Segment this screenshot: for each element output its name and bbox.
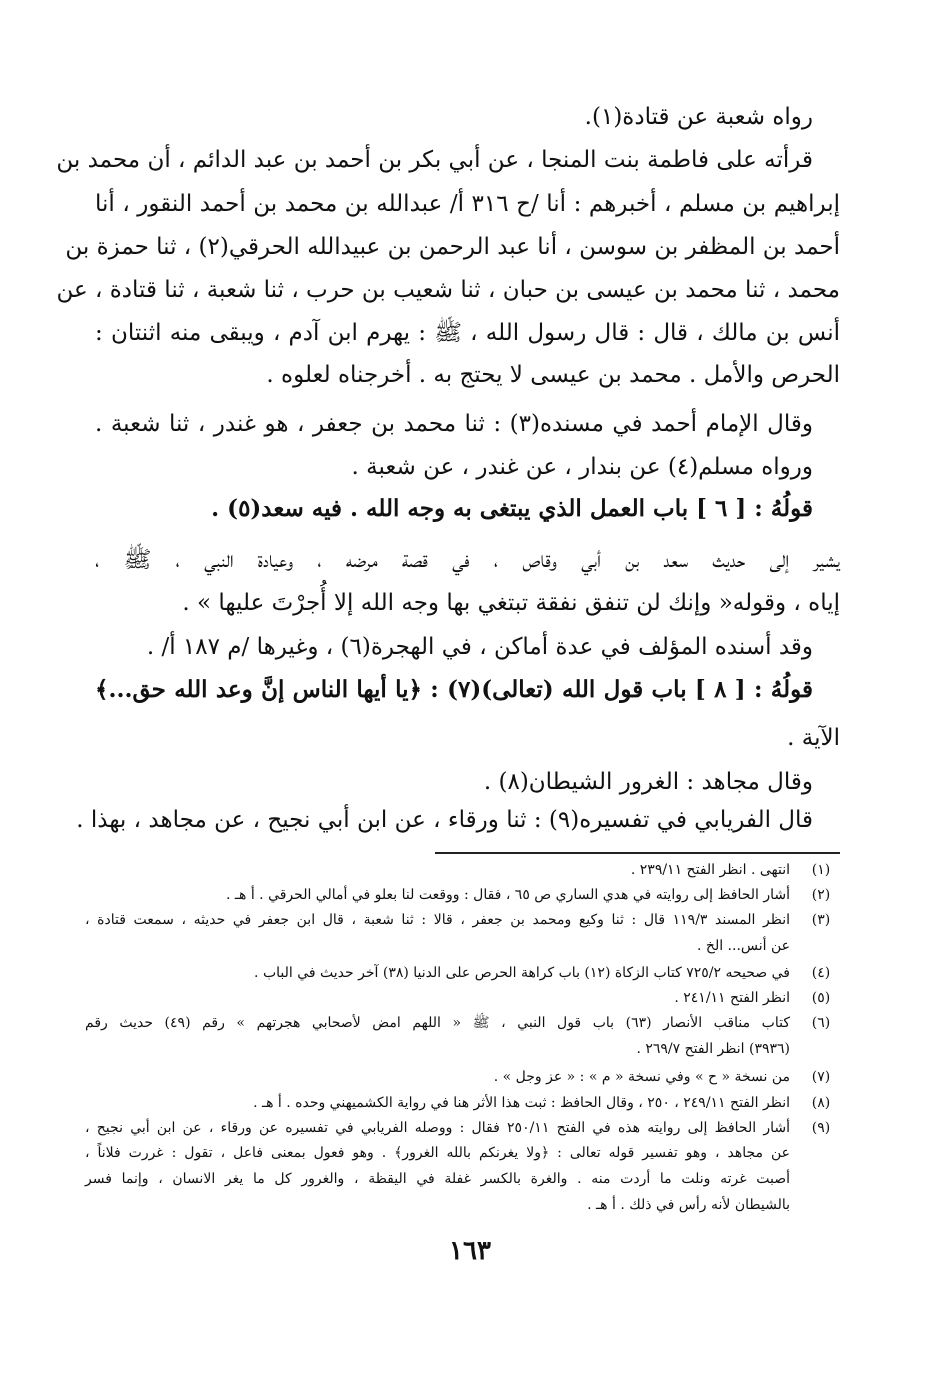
footnote-text: (٣٩٣٦) انظر الفتح ٢٦٩/٧ . <box>636 1041 790 1057</box>
footnote-number: (٤) <box>811 965 831 981</box>
footnote-text: انظر الفتح ٢٤٩/١١ ، ٢٥٠ ، وقال الحافظ : ثبت هذا الأثر هنا في رواية الكشميهني وحده . أ هـ . <box>253 1095 790 1111</box>
footnote-number: (٧) <box>811 1069 831 1085</box>
text-line: محمد ، ثنا محمد بن عيسى بن حبان ، ثنا شعيب بن حرب ، ثنا شعبة ، ثنا قتادة ، عن <box>56 277 840 303</box>
footnote-text: عن أنس... الخ . <box>697 938 790 954</box>
text-line: قال الفريابي في تفسيره(٩) : ثنا ورقاء ، عن ابن أبي نجيح ، عن مجاهد ، بهذا . <box>76 807 813 833</box>
footnote-number: (٥) <box>811 990 831 1006</box>
text-line: أحمد بن المظفر بن سوسن ، أنا عبد الرحمن بن عبيدالله الحرقي(٢) ، ثنا حمزة بن <box>65 234 840 260</box>
text-line: الحرص والأمل . محمد بن عيسى لا يحتج به . أخرجناه لعلوه . <box>266 362 840 388</box>
text-line: وقال مجاهد : الغرور الشيطان(٨) . <box>483 769 813 795</box>
footnote-text: انتهى . انظر الفتح ٢٣٩/١١ . <box>630 862 790 878</box>
text-line: وقد أسنده المؤلف في عدة أماكن ، في الهجرة(٦) ، وغيرها /م ١٨٧ أ/ . <box>146 634 813 660</box>
footnote-text: أشار الحافظ إلى روايته هذه في الفتح ٢٥٠/١١ فقال : ووصله الفريابي في تفسيره عن ورقاء ، عن ابن أبي نجيح ، <box>85 1120 790 1136</box>
section-heading: قولُهُ : [ ٦ ] باب العمل الذي يبتغى به وجه الله . فيه سعد(٥) . <box>211 495 813 522</box>
footnote-text: بالشيطان لأنه رأس في ذلك . أ هـ . <box>587 1197 790 1213</box>
page-number: ١٦٣ <box>449 1236 491 1266</box>
footnote-divider <box>435 852 840 854</box>
footnote-number: (٨) <box>811 1095 831 1111</box>
footnote-number: (٩) <box>811 1120 831 1136</box>
footnote-text: انظر المسند ١١٩/٣ قال : ثنا وكيع ومحمد بن جعفر ، قالا : ثنا شعبة ، قال ابن جعفر في حديثه ، سمعت قتادة ، <box>85 912 790 928</box>
footnote-number: (٦) <box>811 1015 831 1031</box>
text-line: إياه ، وقوله« وإنك لن تنفق نفقة تبتغي بها وجه الله إلا أُجرْتَ عليها » . <box>182 590 840 616</box>
footnote-text: انظر الفتح ٢٤١/١١ . <box>674 990 790 1006</box>
footnote-number: (٣) <box>811 912 831 928</box>
footnote-number: (١) <box>811 862 831 878</box>
text-line: قرأته على فاطمة بنت المنجا ، عن أبي بكر بن أحمد بن عبد الدائم ، أن محمد بن <box>56 147 813 173</box>
section-heading: قولُهُ : [ ٨ ] باب قول الله (تعالى)(٧) : ﴿يا أيها الناس إنَّ وعد الله حق...﴾ <box>95 676 813 703</box>
footnote-text: من نسخة « ح » وفي نسخة « م » : « عز وجل » . <box>493 1069 790 1085</box>
footnote-text: أشار الحافظ إلى روايته في هدي الساري ص ٦٥ ، فقال : ووقعت لنا بعلو في أمالي الحرقي . أ هـ . <box>226 887 790 903</box>
footnote-text: أصبت غرته ونلت ما أردت منه . والغرة بالكسر غفلة في اليقظة ، والغرور كل ما يغر الانسان ، وإنما فسر <box>85 1171 790 1187</box>
text-line: رواه شعبة عن قتادة(١). <box>584 104 813 130</box>
text-line: وقال الإمام أحمد في مسنده(٣) : ثنا محمد بن جعفر ، هو غندر ، ثنا شعبة . <box>95 411 813 437</box>
footnote-number: (٢) <box>811 887 831 903</box>
text-line: أنس بن مالك ، قال : قال رسول الله ، ﷺ : يهرم ابن آدم ، ويبقى منه اثنتان : <box>95 320 840 346</box>
text-line: ورواه مسلم(٤) عن بندار ، عن غندر ، عن شعبة . <box>351 454 813 480</box>
footnote-text: في صحيحه ٧٢٥/٢ كتاب الزكاة (١٢) باب كراهة الحرص على الدنيا (٣٨) آخر حديث في الباب . <box>254 965 790 981</box>
text-line: الآية . <box>787 725 840 751</box>
footnote-text: عن مجاهد ، وهو تفسير قوله تعالى : ﴿ولا يغرنكم بالله الغرور﴾ . وهو فعول بمعنى فاعل ، تقول : غررت فلاناً ، <box>85 1145 790 1161</box>
footnote-text: كتاب مناقب الأنصار (٦٣) باب قول النبي ، ﷺ « اللهم امض لأصحابي هجرتهم » رقم (٤٩) حديث رقم <box>85 1015 790 1031</box>
text-line: إبراهيم بن مسلم ، أخبرهم : أنا /ح ٣١٦ أ/ عبدالله بن محمد بن أحمد النقور ، أنا <box>95 191 840 217</box>
text-line: يشير إلى حديث سعد بن أبي وقاص ، في قصة مرضه ، وعيادة النبي ، ﷺ ، <box>95 547 840 573</box>
